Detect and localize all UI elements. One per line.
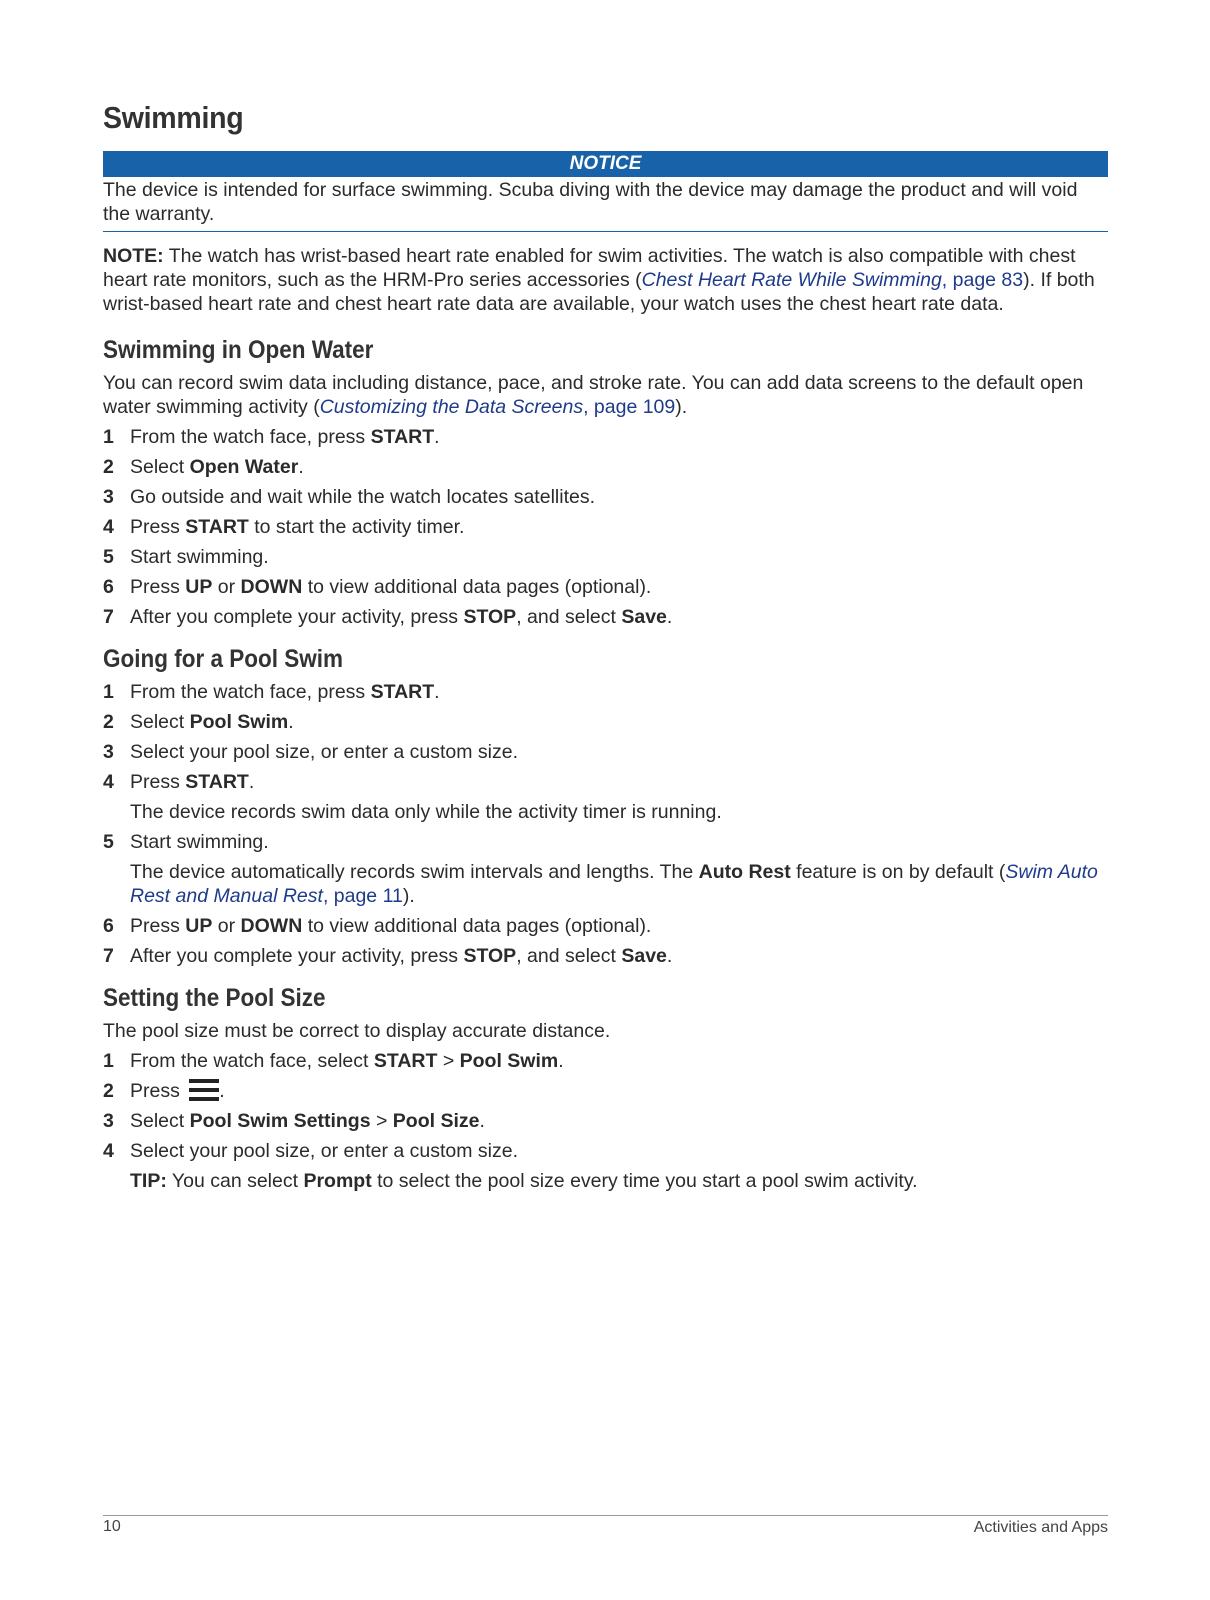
list-item: 1 From the watch face, press START. [103,681,440,703]
pool-size-intro: The pool size must be correct to display accurate distance. [103,1020,611,1042]
open-water-steps [103,425,1108,629]
notice-text: The device is intended for surface swimming. Scuba diving with the device may damage the product and will void the warranty. [103,179,1078,225]
list-item: 2 Select Open Water. [103,456,304,478]
tip-note: TIP: You can select Prompt to select the pool size every time you start a pool swim activity. [130,1170,918,1192]
list-item: 3 Go outside and wait while the watch locates satellites. [103,486,596,508]
link-chest-heart-rate[interactable]: Chest Heart Rate While Swimming, page 83 [641,269,1024,291]
page-title: Swimming [103,100,244,135]
page-footer [103,1515,1108,1536]
open-water-intro: You can record swim data including distance, pace, and stroke rate. You can add data screens to the default open water swimming activity (Customizing the Data Screens, page 109). [103,372,1084,418]
pool-size-steps [103,1049,1108,1193]
list-item: 1 From the watch face, press START. [103,426,440,448]
list-item: 3 Select your pool size, or enter a custom size. [103,741,519,763]
list-item: 5 Start swimming. [103,546,269,568]
list-item: 6 Press UP or DOWN to view additional data pages (optional). [103,576,652,598]
heading-open-water: Swimming in Open Water [103,336,374,364]
link-swim-auto-rest[interactable]: Swim Auto Rest and Manual Rest, page 11 [130,861,1098,907]
list-item: 7 After you complete your activity, press STOP, and select Save. [103,945,673,967]
page-number: 10 [103,1518,121,1535]
list-item: 5 Start swimming. The device automatically records swim intervals and lengths. The Auto Rest feature is on by default (Swim Auto Rest and Manual Rest, page 11). [103,830,1108,908]
manual-page [103,100,1108,1193]
notice-divider [103,231,1108,232]
list-item: 4 Press START to start the activity timer. [103,516,465,538]
heading-pool-swim: Going for a Pool Swim [103,645,344,673]
list-item: 2 Select Pool Swim. [103,711,294,733]
list-item: 4 Press START. The device records swim data only while the activity timer is running. [103,770,1108,824]
step-note: The device automatically records swim intervals and lengths. The Auto Rest feature is on by default (Swim Auto Rest and Manual Rest, page 11). [130,861,1098,907]
note-label: NOTE: [103,245,164,267]
list-item: 3 Select Pool Swim Settings > Pool Size. [103,1110,485,1132]
notice-banner: NOTICE [103,151,1108,177]
list-item: 7 After you complete your activity, press STOP, and select Save. [103,606,673,628]
note-paragraph: NOTE: The watch has wrist-based heart rate enabled for swim activities. The watch is also compatible with chest heart rate monitors, such as the HRM-Pro series accessories (Chest Heart Rate While Swimming, page 83). If both wrist-based heart rate and chest heart rate data are available, your watch uses the chest heart rate data. [103,245,1095,315]
link-customizing-data-screens[interactable]: Customizing the Data Screens, page 109 [319,396,676,418]
section-name: Activities and Apps [973,1519,1108,1536]
menu-icon [189,1079,219,1101]
list-item: 4 Select your pool size, or enter a custom size. TIP: You can select Prompt to select the pool size every time you start a pool swim activity. [103,1139,1108,1193]
list-item: 1 From the watch face, select START > Pool Swim. [103,1050,564,1072]
heading-pool-size: Setting the Pool Size [103,984,326,1012]
step-note: The device records swim data only while the activity timer is running. [130,801,722,823]
list-item: 6 Press UP or DOWN to view additional data pages (optional). [103,915,652,937]
pool-swim-steps [103,680,1108,968]
list-item: 2 Press . [103,1080,225,1102]
